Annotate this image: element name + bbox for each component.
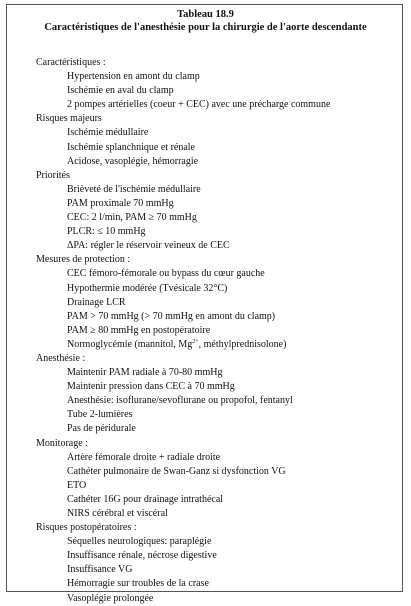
section-heading: Anesthésie : (36, 352, 86, 364)
list-item: Anesthésie: isoflurane/sevoflurane ou propofol, fentanyl (67, 395, 293, 407)
list-item: Ischémie médullaire (67, 127, 149, 139)
list-item: PLCR: ≤ 10 mmHg (67, 226, 146, 238)
list-item: Maintenir pression dans CEC à 70 mmHg (67, 381, 235, 393)
section-heading: Monitorage : (36, 437, 88, 449)
section-heading: Caractéristiques : (36, 57, 106, 68)
list-item: Acidose, vasoplégie, hémorragie (67, 155, 199, 167)
list-item: Séquelles neurologiques: paraplégie (67, 536, 212, 548)
list-item: Hypertension en amont du clamp (67, 71, 200, 83)
list-item: Cathéter 16G pour drainage intrathécal (67, 493, 224, 505)
section-heading: Risques postopératoires : (36, 522, 137, 534)
list-item: Brièveté de l'ischémie médullaire (67, 183, 201, 195)
section-mesures-protection (36, 253, 396, 352)
table-content (36, 56, 396, 606)
list-item: Cathéter pulmonaire de Swan-Ganz si dysfonction VG (67, 465, 286, 477)
list-item: 2 pompes artérielles (coeur + CEC) avec une précharge commune (67, 99, 331, 111)
list-item-text: , méthylprednisolone) (198, 338, 287, 350)
list-item: Insuffisance VG (67, 564, 133, 576)
list-item: NIRS cérébral et viscéral (67, 508, 168, 519)
list-item: Tube 2-lumières (67, 409, 133, 421)
list-item: ETO (67, 479, 87, 491)
table-subtitle: Caractéristiques de l'anesthésie pour la chirurgie de l'aorte descendante (44, 22, 367, 33)
list-item-normoglycemie (36, 338, 396, 352)
list-item: PAM proximale 70 mmHg (67, 197, 174, 209)
list-item: ΔPA: régler le réservoir veineux de CEC (67, 240, 230, 252)
list-item: Artère fémorale droite + radiale droite (67, 451, 221, 463)
section-risques-majeurs (36, 112, 396, 168)
list-item-text: Normoglycémie (mannitol, Mg (67, 338, 193, 350)
mg-superscript: 2+ (192, 338, 199, 345)
table-title: Tableau 18.9 (177, 9, 234, 20)
list-item: Drainage LCR (67, 296, 126, 308)
list-item: Hypothermie modérée (Tvésicale 32°C) (67, 282, 228, 294)
section-heading: Mesures de protection : (36, 254, 131, 266)
list-item: CEC: 2 l/min, PAM ≥ 70 mmHg (67, 212, 197, 224)
list-item: Insuffisance rénale, nécrose digestive (67, 550, 217, 562)
list-item: PAM ≥ 80 mmHg en postopératoire (67, 324, 211, 336)
list-item: CEC fémoro-fémorale ou bypass du cœur gauche (67, 268, 265, 280)
section-anesthesie (36, 352, 396, 437)
list-item: Ischémie splanchnique et rénale (67, 141, 195, 153)
list-item: Ischémie en aval du clamp (67, 85, 174, 97)
list-item: Hémorragie sur troubles de la crase (67, 578, 209, 590)
list-item: Maintenir PAM radiale à 70-80 mmHg (67, 367, 223, 379)
section-heading: Risques majeurs (36, 113, 102, 125)
section-heading: Priorités (36, 169, 70, 181)
section-monitorage (36, 437, 396, 522)
list-item: Pas de péridurale (67, 423, 136, 435)
section-caracteristiques (36, 56, 396, 112)
list-item: PAM > 70 mmHg (> 70 mmHg en amont du clamp) (67, 310, 276, 322)
section-priorites (36, 169, 396, 254)
list-item: Vasoplégie prolongée (67, 592, 154, 604)
section-risques-postoperatoires (36, 521, 396, 606)
